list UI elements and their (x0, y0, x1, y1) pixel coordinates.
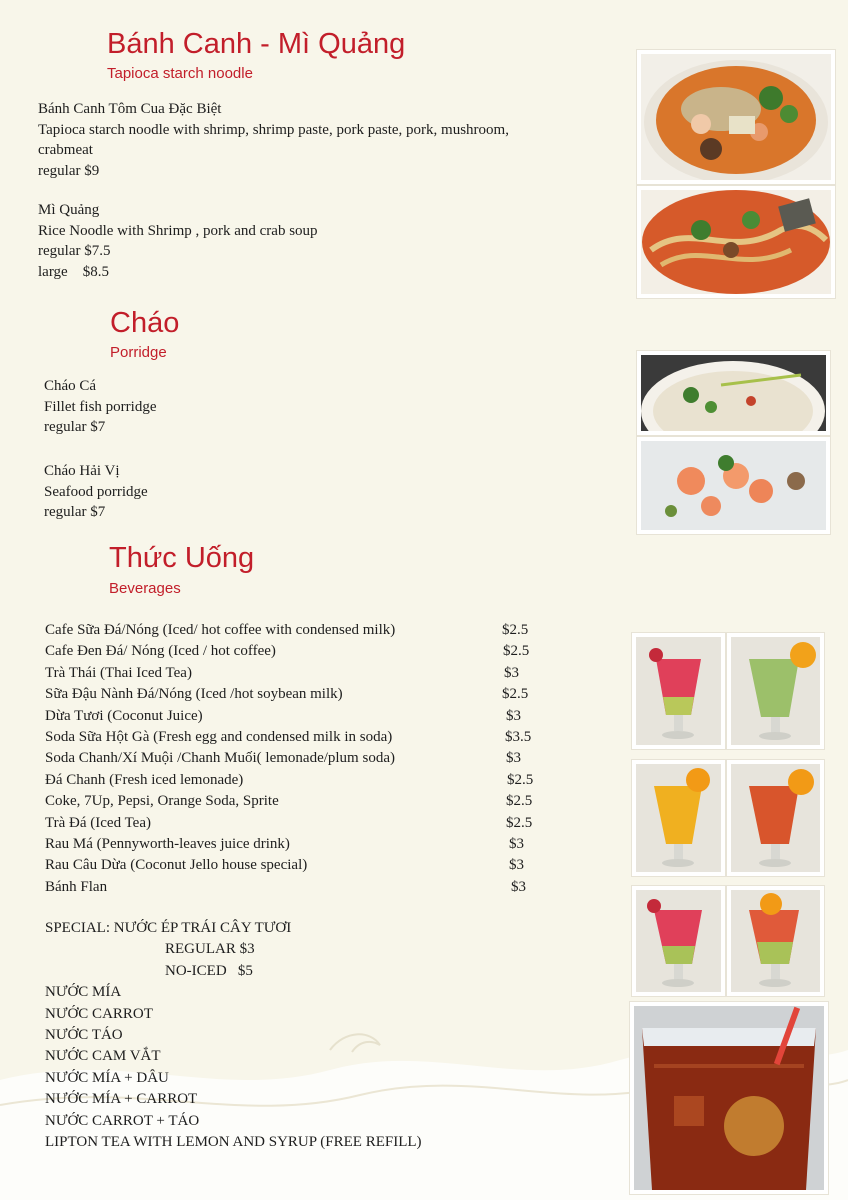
beverage-row (45, 834, 545, 855)
special-juices (45, 918, 422, 1153)
beverage-price: $3 (509, 857, 524, 874)
drink-photo-5 (632, 886, 725, 996)
item-price: regular $7.5 (38, 243, 111, 259)
beverage-name: Cafe Đen Đá/ Nóng (Iced / hot coffee) (45, 643, 276, 660)
item-name: Bánh Canh Tôm Cua Đặc Biệt (38, 101, 222, 117)
section-title-banh-canh: Bánh Canh - Mì Quảng (107, 28, 406, 60)
item-name: Cháo Hải Vị (44, 463, 120, 479)
beverage-row (45, 813, 545, 834)
beverage-name: Rau Câu Dừa (Coconut Jello house special) (45, 857, 308, 874)
beverage-price: $3.5 (505, 728, 532, 745)
menu-item-chao-ca (44, 376, 157, 438)
item-description: Rice Noodle with Shrimp , pork and crab soup (38, 222, 318, 239)
beverage-price: $2.5 (502, 686, 529, 703)
juice-item: NƯỚC MÍA (45, 984, 122, 1001)
beverage-row (45, 641, 545, 662)
beverage-price: $2.5 (507, 771, 534, 788)
beverage-name: Sữa Đậu Nành Đá/Nóng (Iced /hot soybean milk) (45, 686, 343, 703)
menu-item-banh-canh-tom-cua (38, 99, 509, 181)
drink-photo-4 (727, 760, 824, 876)
beverage-price: $2.5 (502, 622, 529, 638)
juice-item: NƯỚC CARROT + TÁO (45, 1112, 200, 1129)
section-title-beverages: Thức Uống (109, 542, 255, 574)
chao-ca-photo (637, 351, 830, 435)
item-description: Seafood porridge (44, 483, 148, 500)
beverage-name: Bánh Flan (45, 878, 108, 895)
item-description: Tapioca starch noodle with shrimp, shrimp paste, pork paste, pork, mushroom, (38, 121, 509, 138)
beverage-price: $2.5 (506, 814, 533, 831)
beverage-price: $3 (506, 707, 521, 724)
juice-item: NƯỚC MÍA + CARROT (45, 1091, 198, 1108)
beverage-row (45, 727, 545, 748)
beverage-row (45, 855, 545, 876)
item-price: regular $9 (38, 162, 100, 179)
beverage-name: Cafe Sữa Đá/Nóng (Iced/ hot coffee with condensed milk) (45, 622, 396, 638)
beverage-name: Đá Chanh (Fresh iced lemonade) (45, 771, 244, 788)
item-price: regular $7 (44, 419, 106, 435)
beverage-row (45, 770, 545, 791)
item-price: regular $7 (44, 504, 106, 520)
beverage-row (45, 791, 545, 812)
beverage-price: $2.5 (506, 793, 533, 810)
beverage-price: $3 (506, 750, 521, 767)
section-subtitle-chao: Porridge (110, 344, 167, 361)
beverage-row (45, 663, 545, 684)
beverage-price: $2.5 (503, 643, 530, 660)
drink-photo-3 (632, 760, 725, 876)
section-subtitle-beverages: Beverages (109, 580, 181, 597)
section-title-chao: Cháo (110, 307, 180, 339)
beverage-name: Soda Sữa Hột Gà (Fresh egg and condensed milk in soda) (45, 728, 393, 745)
beverage-price: $3 (509, 835, 524, 852)
juice-item: NƯỚC TÁO (45, 1026, 123, 1043)
chao-hai-vi-photo (637, 437, 830, 534)
juice-item: NƯỚC CARROT (45, 1005, 153, 1022)
menu-item-chao-hai-vi (44, 461, 148, 523)
beverage-name: Trà Đá (Iced Tea) (45, 814, 151, 831)
beverage-name: Dừa Tươi (Coconut Juice) (45, 707, 203, 724)
beverage-row (45, 706, 545, 727)
beverage-row (45, 877, 545, 898)
section-subtitle-banh-canh: Tapioca starch noodle (107, 65, 253, 82)
beverage-name: Rau Má (Pennyworth-leaves juice drink) (45, 835, 290, 852)
beverage-name: Trà Thái (Thai Iced Tea) (45, 664, 192, 681)
special-regular-price: REGULAR $3 (165, 941, 255, 958)
drink-photo-1 (632, 633, 725, 749)
drink-photo-2 (727, 633, 824, 749)
beverage-price: $3 (511, 878, 526, 895)
item-description: Fillet fish porridge (44, 398, 157, 415)
menu-item-mi-quang (38, 200, 318, 282)
item-price-large: large $8.5 (38, 263, 109, 280)
beverage-price: $3 (504, 664, 519, 681)
iced-tea-photo (630, 1002, 828, 1194)
juice-item: NƯỚC CAM VẮT (45, 1048, 161, 1065)
beverage-list (45, 620, 545, 898)
special-heading: SPECIAL: NƯỚC ÉP TRÁI CÂY TƯƠI (45, 920, 292, 936)
mi-quang-photo (637, 186, 835, 298)
beverage-name: Soda Chanh/Xí Muội /Chanh Muối( lemonade/plum soda) (45, 750, 395, 767)
beverage-row (45, 620, 545, 641)
banh-canh-photo (637, 50, 835, 184)
item-description-cont: crabmeat (38, 142, 93, 158)
juice-item: NƯỚC MÍA + DÂU (45, 1069, 169, 1086)
item-name: Cháo Cá (44, 378, 97, 394)
drink-photo-6 (727, 886, 824, 996)
juice-item: LIPTON TEA WITH LEMON AND SYRUP (FREE REFILL) (45, 1133, 422, 1150)
item-name: Mì Quảng (38, 202, 100, 218)
beverage-row (45, 684, 545, 705)
special-no-iced-price: NO-ICED $5 (165, 962, 253, 979)
beverage-name: Coke, 7Up, Pepsi, Orange Soda, Sprite (45, 793, 279, 810)
beverage-row (45, 748, 545, 769)
